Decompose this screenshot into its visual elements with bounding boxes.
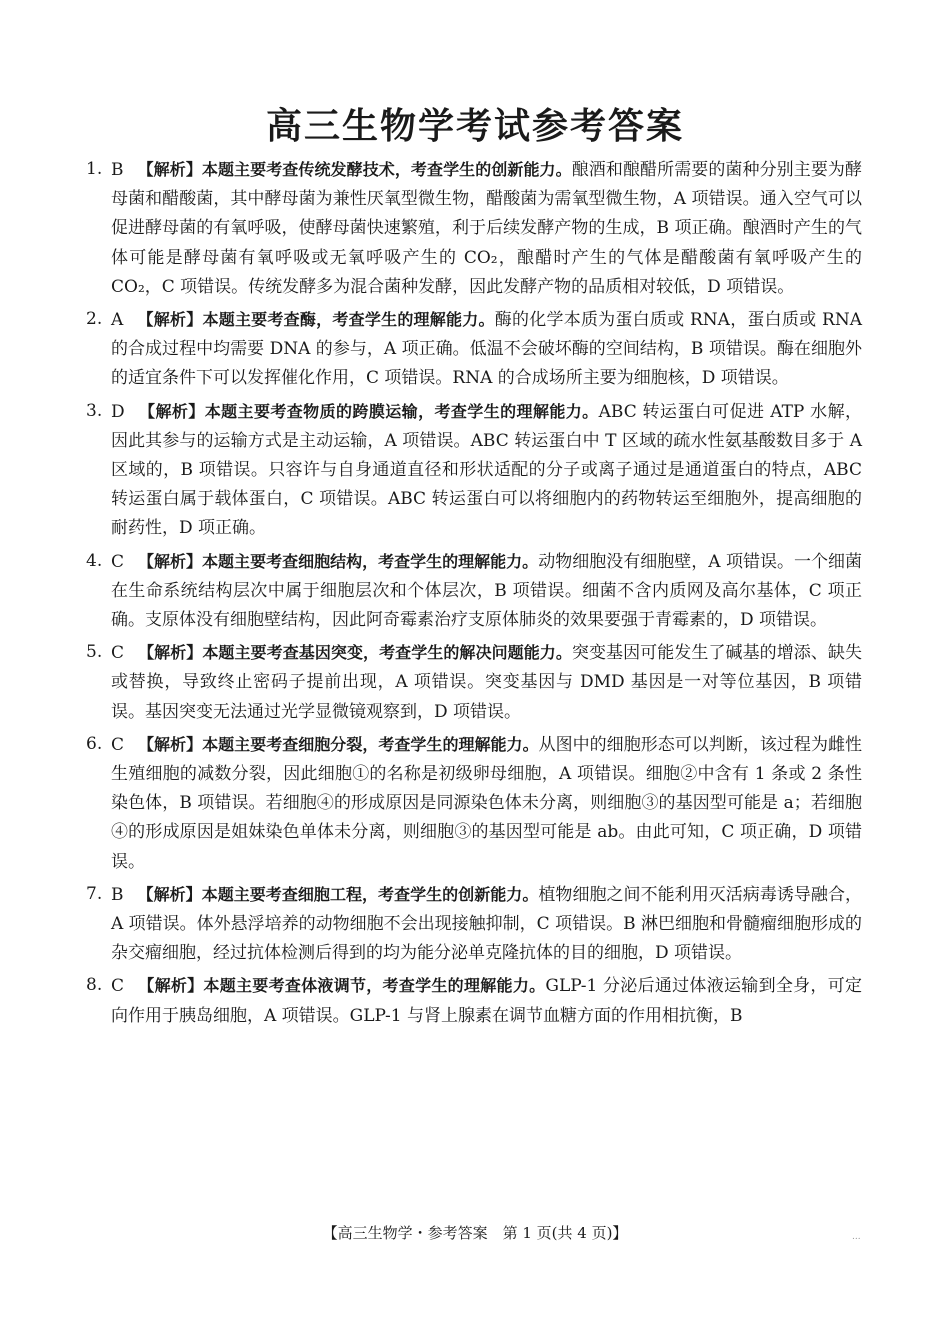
question-number: 1. (86, 159, 103, 179)
answer-choice: A (111, 310, 124, 331)
question-number: 5. (86, 642, 103, 663)
analysis-heading: 【解析】本题主要考查物质的跨膜运输，考查学生的理解能力。 (138, 401, 599, 421)
analysis-body: 酶的化学本质为蛋白质或 RNA，蛋白质或 RNA 的合成过程中均需要 DNA 的参与，A 项正确。低温不会破坏酶的空间结构，B 项错误。酶在细胞外的适宜条件下可以发挥催化作用，C 项错误。RNA 的合成场所主要为细胞核，D 项错误。 (111, 310, 862, 389)
question-number: 2. (86, 309, 103, 330)
question-number: 7. (86, 883, 103, 904)
answer-item-1 (86, 155, 862, 302)
analysis-heading: 【解析】本题主要考查细胞分裂，考查学生的理解能力。 (138, 734, 539, 754)
analysis-body: 植物细胞之间不能利用灭活病毒诱导融合，A 项错误。体外悬浮培养的动物细胞不会出现接触抑制，C 项错误。B 淋巴细胞和骨髓瘤细胞形成的杂交瘤细胞，经过抗体检测后得到的均为能分泌单克隆抗体的目的细胞，D 项错误。 (111, 884, 862, 964)
answer-choice: C (111, 551, 125, 572)
page-footer: 【高三生物学・参考答案 第 1 页(共 4 页)】 (322, 1224, 628, 1242)
analysis-body: ABC 转运蛋白可促进 ATP 水解，因此其参与的运输方式是主动运输，A 项错误。ABC 转运蛋白中 T 区域的疏水性氨基酸数目多于 A 区域的，B 项错误。只容许与自身通道直径和形状适配的分子或离子通过是通道蛋白的特点，ABC 转运蛋白属于载体蛋白，C 项错误。ABC 转运蛋白可以将细胞内的药物转运至细胞外，提高细胞的耐药性，D 项正确。 (111, 401, 862, 539)
corner-mark: ... (852, 1232, 861, 1242)
analysis-heading: 【解析】本题主要考查传统发酵技术，考查学生的创新能力。 (137, 160, 572, 179)
analysis-body: 动物细胞没有细胞壁，A 项错误。一个细菌在生命系统结构层次中属于细胞层次和个体层次，B 项错误。细菌不含内质网及高尔基体，C 项正确。支原体没有细胞壁结构，因此阿奇霉素治疗支原体肺炎的效果要强于青霉素的，D 项错误。 (111, 551, 862, 631)
question-number: 3. (86, 400, 103, 421)
answer-choice: C (111, 734, 125, 755)
analysis-body: 酿酒和酿醋所需要的菌种分别主要为酵母菌和醋酸菌，其中酵母菌为兼性厌氧型微生物，醋酸菌为需氧型微生物，A 项错误。通入空气可以促进酵母菌的有氧呼吸，使酵母菌快速繁殖，利于后续发酵产物的生成，B 项正确。酿酒时产生的气体可能是酵母菌有氧呼吸或无氧呼吸产生的 CO₂，酿醋时产生的气体是醋酸菌有氧呼吸产生的 CO₂，C 项错误。传统发酵多为混合菌种发酵，因此发酵产物的品质相对较低，D 项错误。 (111, 160, 862, 297)
answer-item-8 (86, 971, 862, 1030)
question-number: 8. (86, 975, 103, 996)
answer-item-5 (86, 638, 862, 727)
analysis-heading: 【解析】本题主要考查细胞工程，考查学生的创新能力。 (137, 884, 539, 904)
question-number: 4. (86, 550, 103, 571)
analysis-heading: 【解析】本题主要考查基因突变，考查学生的解决问题能力。 (138, 643, 572, 663)
answer-choice: B (111, 160, 124, 180)
answer-choice: C (111, 976, 125, 997)
answer-choice: C (111, 643, 125, 664)
question-number: 6. (86, 733, 103, 754)
analysis-heading: 【解析】本题主要考查体液调节，考查学生的理解能力。 (138, 976, 546, 996)
answer-choice: B (111, 884, 124, 905)
analysis-body: GLP-1 分泌后通过体液运输到全身，可定向作用于胰岛细胞，A 项错误。GLP-1 与肾上腺素在调节血糖方面的作用相抗衡，B (111, 976, 862, 1026)
answer-item-2 (86, 305, 862, 394)
answer-item-6 (86, 730, 862, 877)
page-title: 高三生物学考试参考答案 (265, 106, 684, 147)
answer-item-7 (86, 880, 862, 969)
answer-item-3 (86, 397, 862, 544)
analysis-body: 从图中的细胞形态可以判断，该过程为雌性生殖细胞的减数分裂，因此细胞①的名称是初级卵母细胞，A 项错误。细胞②中含有 1 条或 2 条性染色体，B 项错误。若细胞④的形成原因是同源染色体未分离，则细胞③的基因型可能是 a；若细胞④的形成原因是姐妹染色单体未分离，则细胞③的基因型可能是 ab。由此可知，C 项正确，D 项错误。 (111, 734, 862, 872)
analysis-heading: 【解析】本题主要考查酶，考查学生的理解能力。 (137, 310, 495, 330)
answer-list (86, 155, 862, 1034)
answer-item-4 (86, 547, 862, 636)
answer-choice: D (111, 401, 125, 422)
analysis-heading: 【解析】本题主要考查细胞结构，考查学生的理解能力。 (138, 551, 539, 571)
analysis-body: 突变基因可能发生了碱基的增添、缺失或替换，导致终止密码子提前出现，A 项错误。突变基因与 DMD 基因是一对等位基因，B 项错误。基因突变无法通过光学显微镜观察到，D 项错误。 (111, 643, 862, 722)
